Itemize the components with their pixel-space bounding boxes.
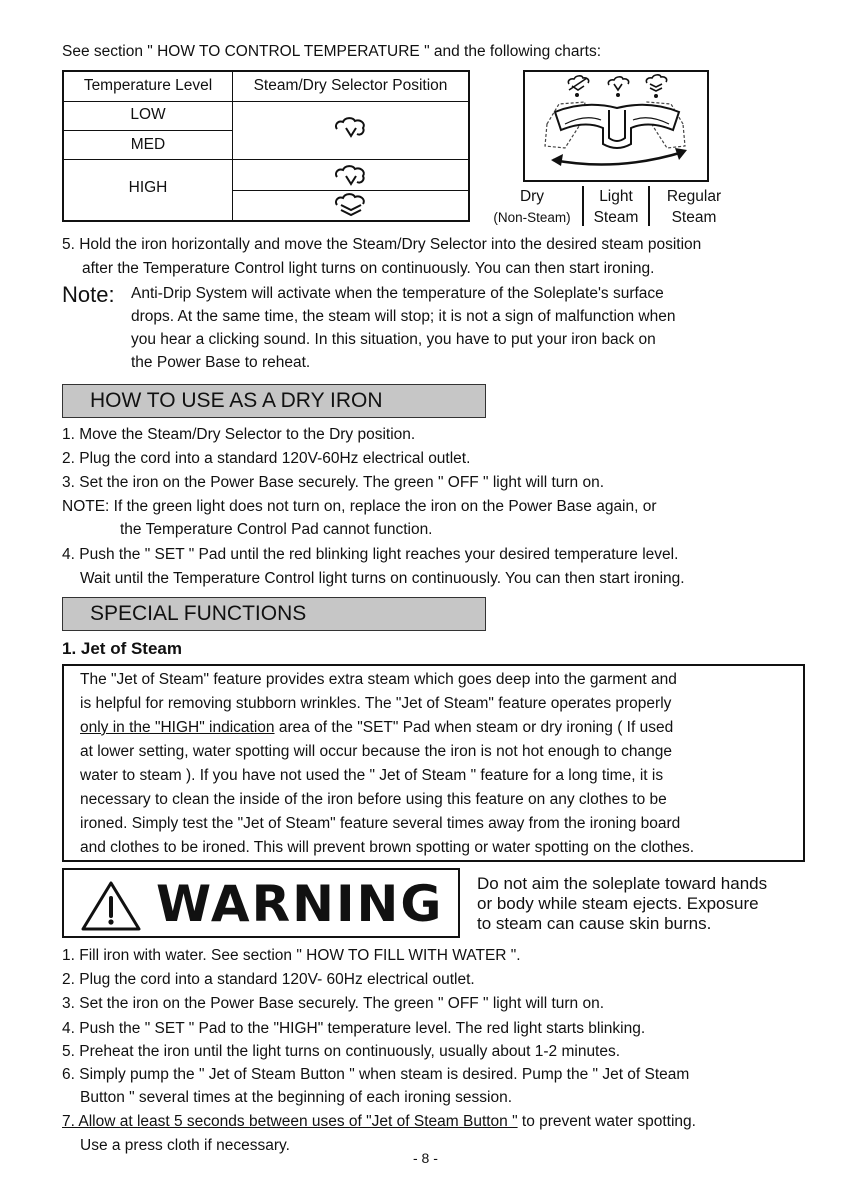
note-line: the Power Base to reheat. xyxy=(131,354,311,371)
step-line: 1. Fill iron with water. See section " HOW TO FILL WITH WATER ". xyxy=(62,947,521,964)
page-number: - 8 - xyxy=(413,1150,438,1166)
table-cell-low: LOW xyxy=(130,106,166,123)
step-line: 6. Simply pump the " Jet of Steam Button " when steam is desired. Pump the " Jet of Steam xyxy=(62,1066,690,1083)
warning-text-line: to steam can cause skin burns. xyxy=(477,914,712,933)
dry-iron-line: 1. Move the Steam/Dry Selector to the Dry position. xyxy=(62,426,416,443)
step-line: Button " several times at the beginning of each ironing session. xyxy=(80,1089,513,1106)
light-steam-icon xyxy=(333,163,369,189)
warning-text-line: or body while steam ejects. Exposure xyxy=(477,894,759,913)
jet-box-line: at lower setting, water spotting will occur because the iron is not hot enough to change xyxy=(80,743,672,760)
warning-word: WARNING xyxy=(156,875,444,933)
jet-box-line: is helpful for removing stubborn wrinkles. The "Jet of Steam" feature operates properly xyxy=(80,695,672,712)
dry-iron-note: the Temperature Control Pad cannot function. xyxy=(120,521,433,538)
dry-iron-line: 2. Plug the cord into a standard 120V-60Hz electrical outlet. xyxy=(62,450,471,467)
table-header-position: Steam/Dry Selector Position xyxy=(253,77,448,94)
dry-iron-note: NOTE: If the green light does not turn on, replace the iron on the Power Base again, or xyxy=(62,498,657,515)
position-dry-label: Dry (Non-Steam) xyxy=(493,188,571,225)
dry-iron-line: 3. Set the iron on the Power Base securely. The green " OFF " light will turn on. xyxy=(62,474,605,491)
note-line: you hear a clicking sound. In this situation, you have to put your iron back on xyxy=(131,331,656,348)
note-line: Anti-Drip System will activate when the temperature of the Soleplate's surface xyxy=(131,285,664,302)
dry-iron-line: 4. Push the " SET " Pad until the red blinking light reaches your desired temperature level. xyxy=(62,546,679,563)
position-light-steam-label: Light Steam xyxy=(593,188,639,226)
note-label: Note: xyxy=(62,282,115,307)
jet-box-line: water to steam ). If you have not used the " Jet of Steam " feature for a long time, it is xyxy=(80,767,664,784)
section-title: HOW TO USE AS A DRY IRON xyxy=(90,389,383,412)
jet-of-steam-subtitle: 1. Jet of Steam xyxy=(62,639,182,658)
selector-illustration xyxy=(525,72,707,180)
jet-box-line: necessary to clean the inside of the iron before using this feature on any clothes to be xyxy=(80,791,667,808)
jet-of-steam-box xyxy=(62,664,805,862)
intro-text: See section " HOW TO CONTROL TEMPERATURE " and the following charts: xyxy=(62,43,602,60)
step5-line-1: 5. Hold the iron horizontally and move the Steam/Dry Selector into the desired steam position xyxy=(62,236,702,253)
jet-box-line: ironed. Simply test the "Jet of Steam" feature several times away from the ironing board xyxy=(80,815,681,832)
step-line: Use a press cloth if necessary. xyxy=(80,1137,290,1154)
section-header-special xyxy=(62,597,486,631)
section-title: SPECIAL FUNCTIONS xyxy=(90,602,307,625)
dry-icon xyxy=(568,76,588,90)
regular-steam-icon xyxy=(333,193,369,219)
step-line: 7. Allow at least 5 seconds between uses of "Jet of Steam Button " to prevent water spotting. xyxy=(62,1113,696,1130)
jet-box-line: The "Jet of Steam" feature provides extra steam which goes deep into the garment and xyxy=(80,671,677,688)
step-line: 3. Set the iron on the Power Base securely. The green " OFF " light will turn on. xyxy=(62,995,605,1012)
jet-box-line: and clothes to be ironed. This will prevent brown spotting or water spotting on the clothes. xyxy=(80,839,695,856)
step-line: 2. Plug the cord into a standard 120V- 60Hz electrical outlet. xyxy=(62,971,475,988)
table-cell-high: HIGH xyxy=(128,179,168,196)
light-steam-icon xyxy=(333,115,369,141)
section-header-dry-iron xyxy=(62,384,486,418)
warning-text-line: Do not aim the soleplate toward hands xyxy=(477,874,768,893)
step-line: 4. Push the " SET " Pad to the "HIGH" temperature level. The red light starts blinking. xyxy=(62,1020,646,1037)
position-regular-steam-label: Regular Steam xyxy=(666,188,722,226)
table-cell-med: MED xyxy=(130,136,166,153)
step5-line-2: after the Temperature Control light turns on continuously. You can then start ironing. xyxy=(82,260,655,277)
warning-box xyxy=(62,868,460,938)
selector-diagram xyxy=(523,70,709,182)
jet-box-line: only in the "HIGH" indication area of the "SET" Pad when steam or dry ironing ( If used xyxy=(80,719,674,736)
note-line: drops. At the same time, the steam will stop; it is not a sign of malfunction when xyxy=(131,308,676,325)
warning-triangle-icon xyxy=(80,880,142,932)
step-line: 5. Preheat the iron until the light turns on continuously, usually about 1-2 minutes. xyxy=(62,1043,621,1060)
temperature-table xyxy=(62,70,470,222)
table-header-level: Temperature Level xyxy=(83,77,213,94)
dry-iron-line: Wait until the Temperature Control light turns on continuously. You can then start ironing. xyxy=(80,570,685,587)
